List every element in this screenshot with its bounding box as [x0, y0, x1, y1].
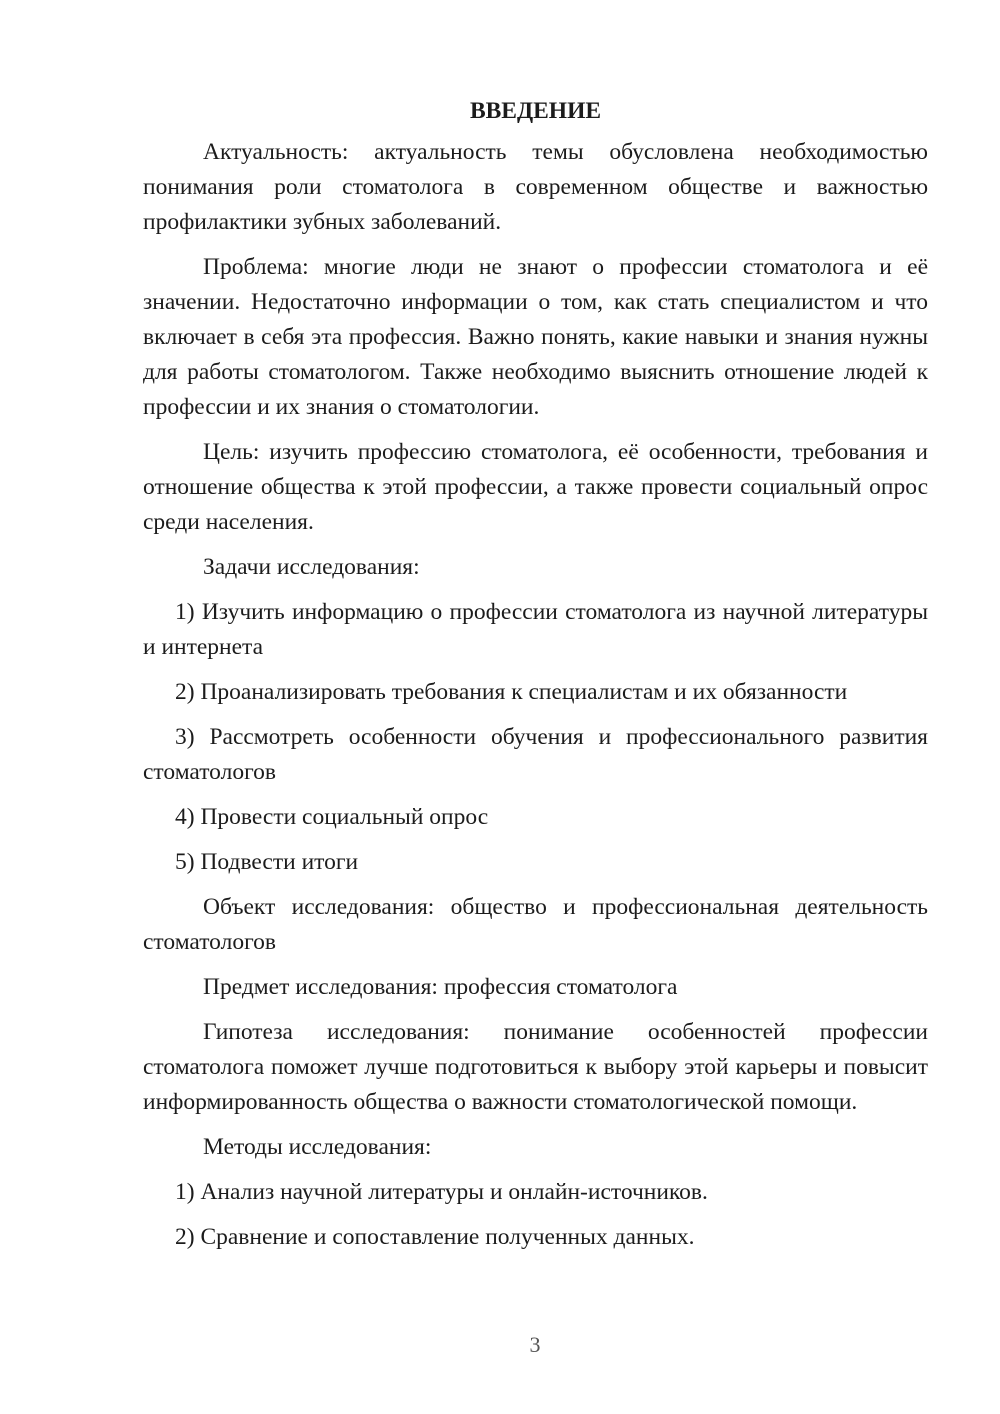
task-item-2: 2) Проанализировать требования к специалистам и их обязанности — [175, 679, 848, 705]
task-item-5: 5) Подвести итоги — [175, 849, 359, 875]
tasks-heading: Задачи исследования: — [203, 554, 420, 580]
task-item-3: 3) Рассмотреть особенности обучения и профессионального развития стоматологов — [143, 724, 928, 785]
paragraph-problem: Проблема: многие люди не знают о профессии стоматолога и её значении. Недостаточно информации о том, как стать специалистом и что включает в себя эта профессия. Важно понять, какие навыки и знания нужны для работы стоматологом. Также необходимо выяснить отношение людей к профессии и их знания о стоматологии. — [143, 254, 928, 420]
paragraph-hypothesis: Гипотеза исследования: понимание особенностей профессии стоматолога поможет лучше подготовиться к выбору этой карьеры и повысит информированность общества о важности стоматологической помощи. — [143, 1019, 928, 1115]
task-item-4: 4) Провести социальный опрос — [175, 804, 489, 830]
section-title: ВВЕДЕНИЕ — [469, 98, 602, 124]
paragraph-goal: Цель: изучить профессию стоматолога, её особенности, требования и отношение общества к этой профессии, а также провести социальный опрос среди населения. — [143, 439, 928, 535]
paragraph-object: Объект исследования: общество и профессиональная деятельность стоматологов — [143, 894, 928, 955]
methods-heading: Методы исследования: — [203, 1134, 432, 1160]
method-item-1: 1) Анализ научной литературы и онлайн-источников. — [175, 1179, 708, 1205]
page-number: 3 — [529, 1332, 541, 1357]
paragraph-relevance: Актуальность: актуальность темы обусловлена необходимостью понимания роли стоматолога в современном обществе и важностью профилактики зубных заболеваний. — [143, 139, 928, 235]
method-item-2: 2) Сравнение и сопоставление полученных данных. — [175, 1224, 695, 1250]
paragraph-subject: Предмет исследования: профессия стоматолога — [203, 974, 678, 1000]
task-item-1: 1) Изучить информацию о профессии стоматолога из научной литературы и интернета — [143, 599, 928, 660]
document-body — [143, 94, 928, 1265]
